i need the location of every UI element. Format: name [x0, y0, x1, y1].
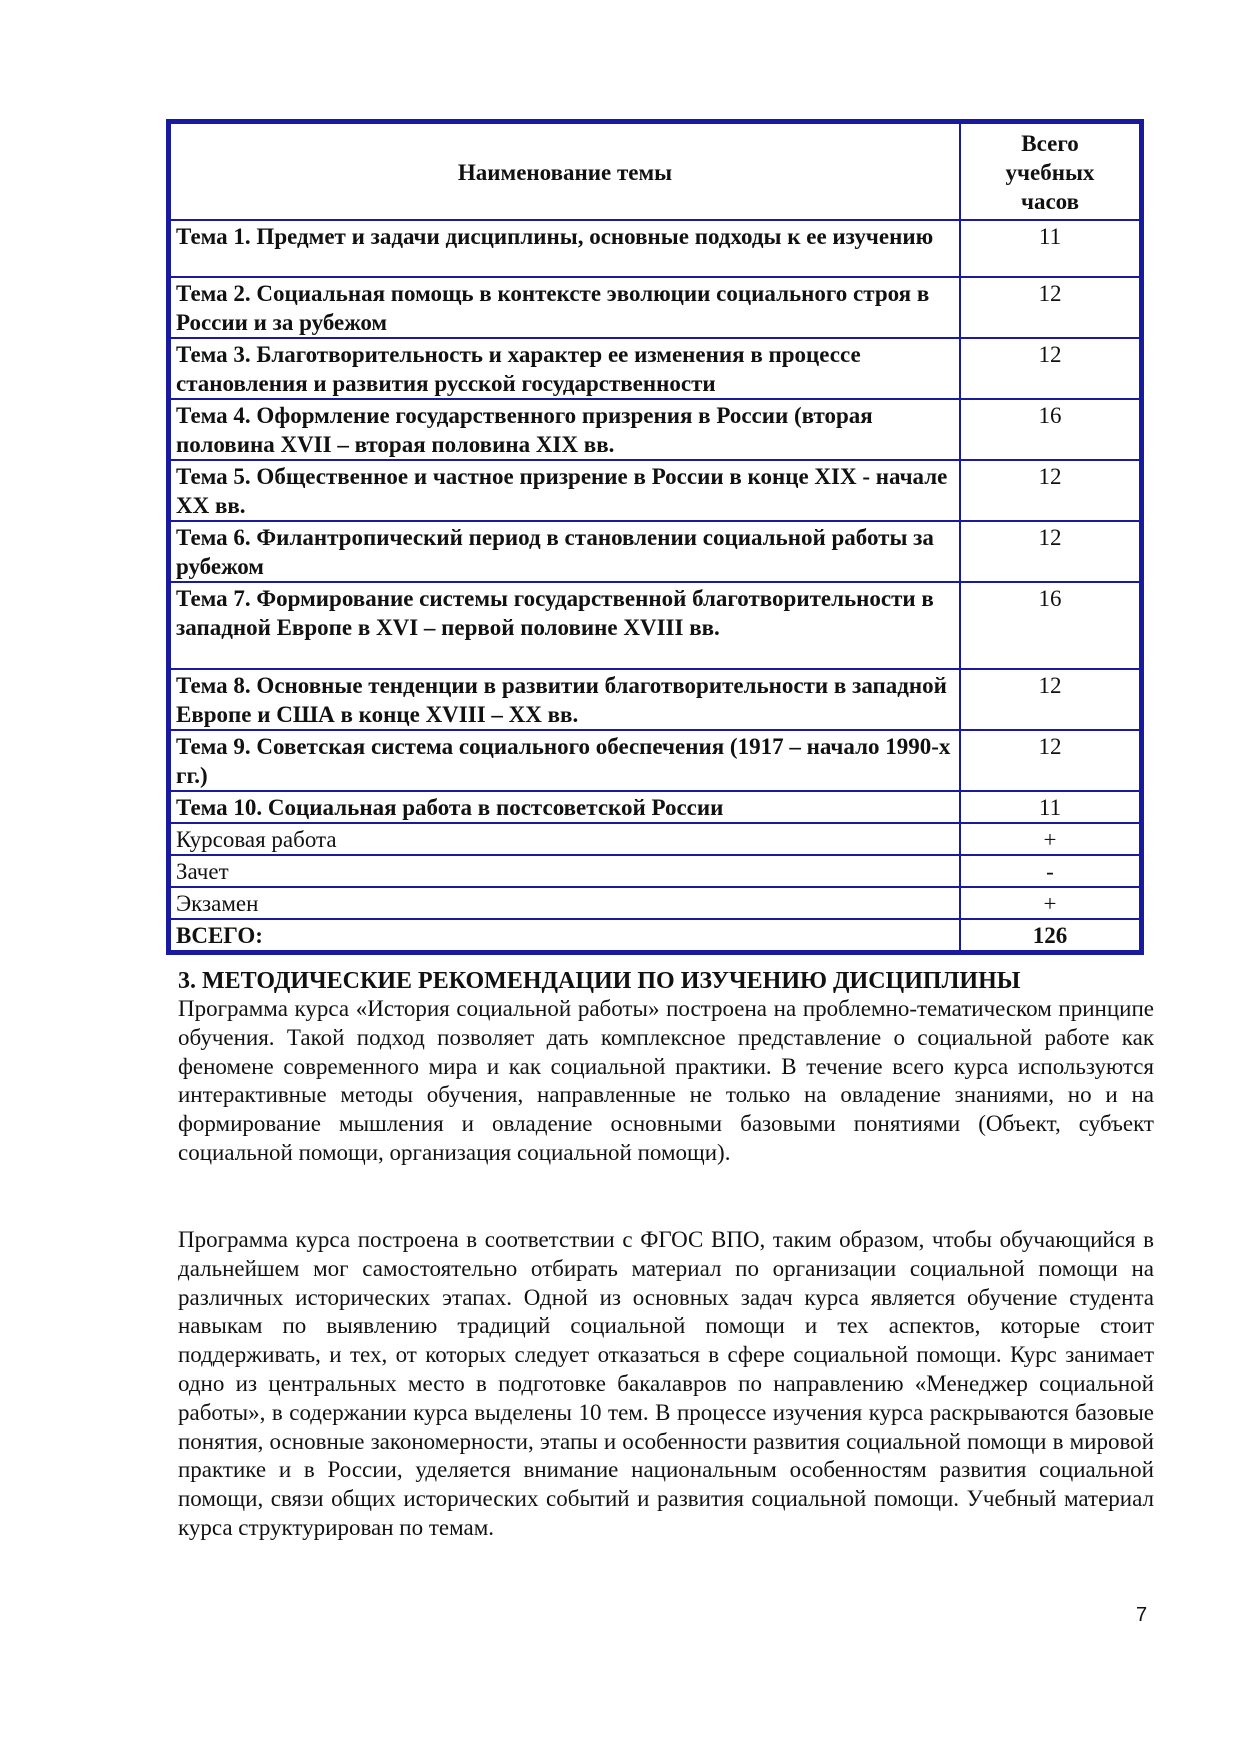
topic-hours: 12	[960, 338, 1142, 399]
extra-name: Курсовая работа	[169, 823, 961, 855]
extra-hours: +	[960, 887, 1142, 919]
topic-name: Тема 6. Филантропический период в становлении социальной работы за рубежом	[169, 521, 961, 582]
table-row	[169, 887, 1142, 919]
topic-hours: 11	[960, 220, 1142, 277]
topic-hours: 16	[960, 582, 1142, 669]
topic-name: Тема 4. Оформление государственного призрения в России (вторая половина XVII – вторая половина XIX вв.	[169, 399, 961, 460]
total-label: ВСЕГО:	[169, 919, 961, 953]
header-hours	[960, 122, 1142, 221]
topic-name: Тема 10. Социальная работа в постсоветской России	[169, 791, 961, 823]
extra-name: Зачет	[169, 855, 961, 887]
table-row	[169, 823, 1142, 855]
table-row	[169, 399, 1142, 460]
table-row	[169, 730, 1142, 791]
topics-table	[166, 119, 1144, 955]
topic-hours: 12	[960, 521, 1142, 582]
table-row	[169, 582, 1142, 669]
header-hours-line1: Всего	[1021, 130, 1079, 156]
header-topic: Наименование темы	[169, 122, 961, 221]
total-hours: 126	[960, 919, 1142, 953]
header-hours-line3: часов	[1020, 188, 1080, 214]
topic-hours: 12	[960, 730, 1142, 791]
table-header-row	[169, 122, 1142, 221]
topic-name: Тема 9. Советская система социального обеспечения (1917 – начало 1990-х гг.)	[169, 730, 961, 791]
header-hours-line2: учебных	[1005, 159, 1095, 185]
table-row	[169, 277, 1142, 338]
extra-name: Экзамен	[169, 887, 961, 919]
topic-name: Тема 3. Благотворительность и характер ее изменения в процессе становления и развития русской государственности	[169, 338, 961, 399]
table-row	[169, 791, 1142, 823]
topic-name: Тема 7. Формирование системы государственной благотворительности в западной Европе в XVI – первой половине XVIII вв.	[169, 582, 961, 669]
table-row	[169, 855, 1142, 887]
table-row	[169, 220, 1142, 277]
table-row	[169, 460, 1142, 521]
topic-name: Тема 1. Предмет и задачи дисциплины, основные подходы к ее изучению	[169, 220, 961, 277]
topic-hours: 12	[960, 460, 1142, 521]
topic-name: Тема 8. Основные тенденции в развитии благотворительности в западной Европе и США в конце XVIII – XX вв.	[169, 669, 961, 730]
topic-hours: 11	[960, 791, 1142, 823]
topic-hours: 16	[960, 399, 1142, 460]
table-row	[169, 521, 1142, 582]
page-number: 7	[1136, 1604, 1148, 1626]
table-row	[169, 338, 1142, 399]
topic-hours: 12	[960, 277, 1142, 338]
table-total-row	[169, 919, 1142, 953]
paragraph-1: Программа курса «История социальной работы» построена на проблемно-тематическом принципе обучения. Такой подход позволяет дать комплексное представление о социальной работе как феномене современного мира и как социальной практики. В течение всего курса используются интерактивные методы обучения, направленные не только на овладение знаниями, но и на формирование мышления и овладение основными базовыми понятиями (Объект, субъект социальной помощи, организация социальной помощи).	[178, 996, 1154, 1165]
extra-hours: +	[960, 823, 1142, 855]
section-heading: 3. МЕТОДИЧЕСКИЕ РЕКОМЕНДАЦИИ ПО ИЗУЧЕНИЮ ДИСЦИПЛИНЫ	[178, 968, 1021, 994]
table-row	[169, 669, 1142, 730]
paragraph-2: Программа курса построена в соответствии с ФГОС ВПО, таким образом, чтобы обучающийся в дальнейшем мог самостоятельно отбирать материал по организации социальной помощи на различных исторических этапах. Одной из основных задач курса является обучение студента навыкам по выявлению традиций социальной помощи и тех аспектов, которые стоит поддерживать, и тех, от которых следует отказаться в сфере социальной помощи. Курс занимает одно из центральных место в подготовке бакалавров по направлению «Менеджер социальной работы», в содержании курса выделены 10 тем. В процессе изучения курса раскрываются базовые понятия, основные закономерности, этапы и особенности развития социальной помощи в мировой практике и в России, уделяется внимание национальным особенностям развития социальной помощи, связи общих исторических событий и развития социальной помощи. Учебный материал курса структурирован по темам.	[178, 1227, 1154, 1540]
topic-hours: 12	[960, 669, 1142, 730]
topic-name: Тема 2. Социальная помощь в контексте эволюции социального строя в России и за рубежом	[169, 277, 961, 338]
topic-name: Тема 5. Общественное и частное призрение в России в конце XIX - начале XX вв.	[169, 460, 961, 521]
extra-hours: -	[960, 855, 1142, 887]
